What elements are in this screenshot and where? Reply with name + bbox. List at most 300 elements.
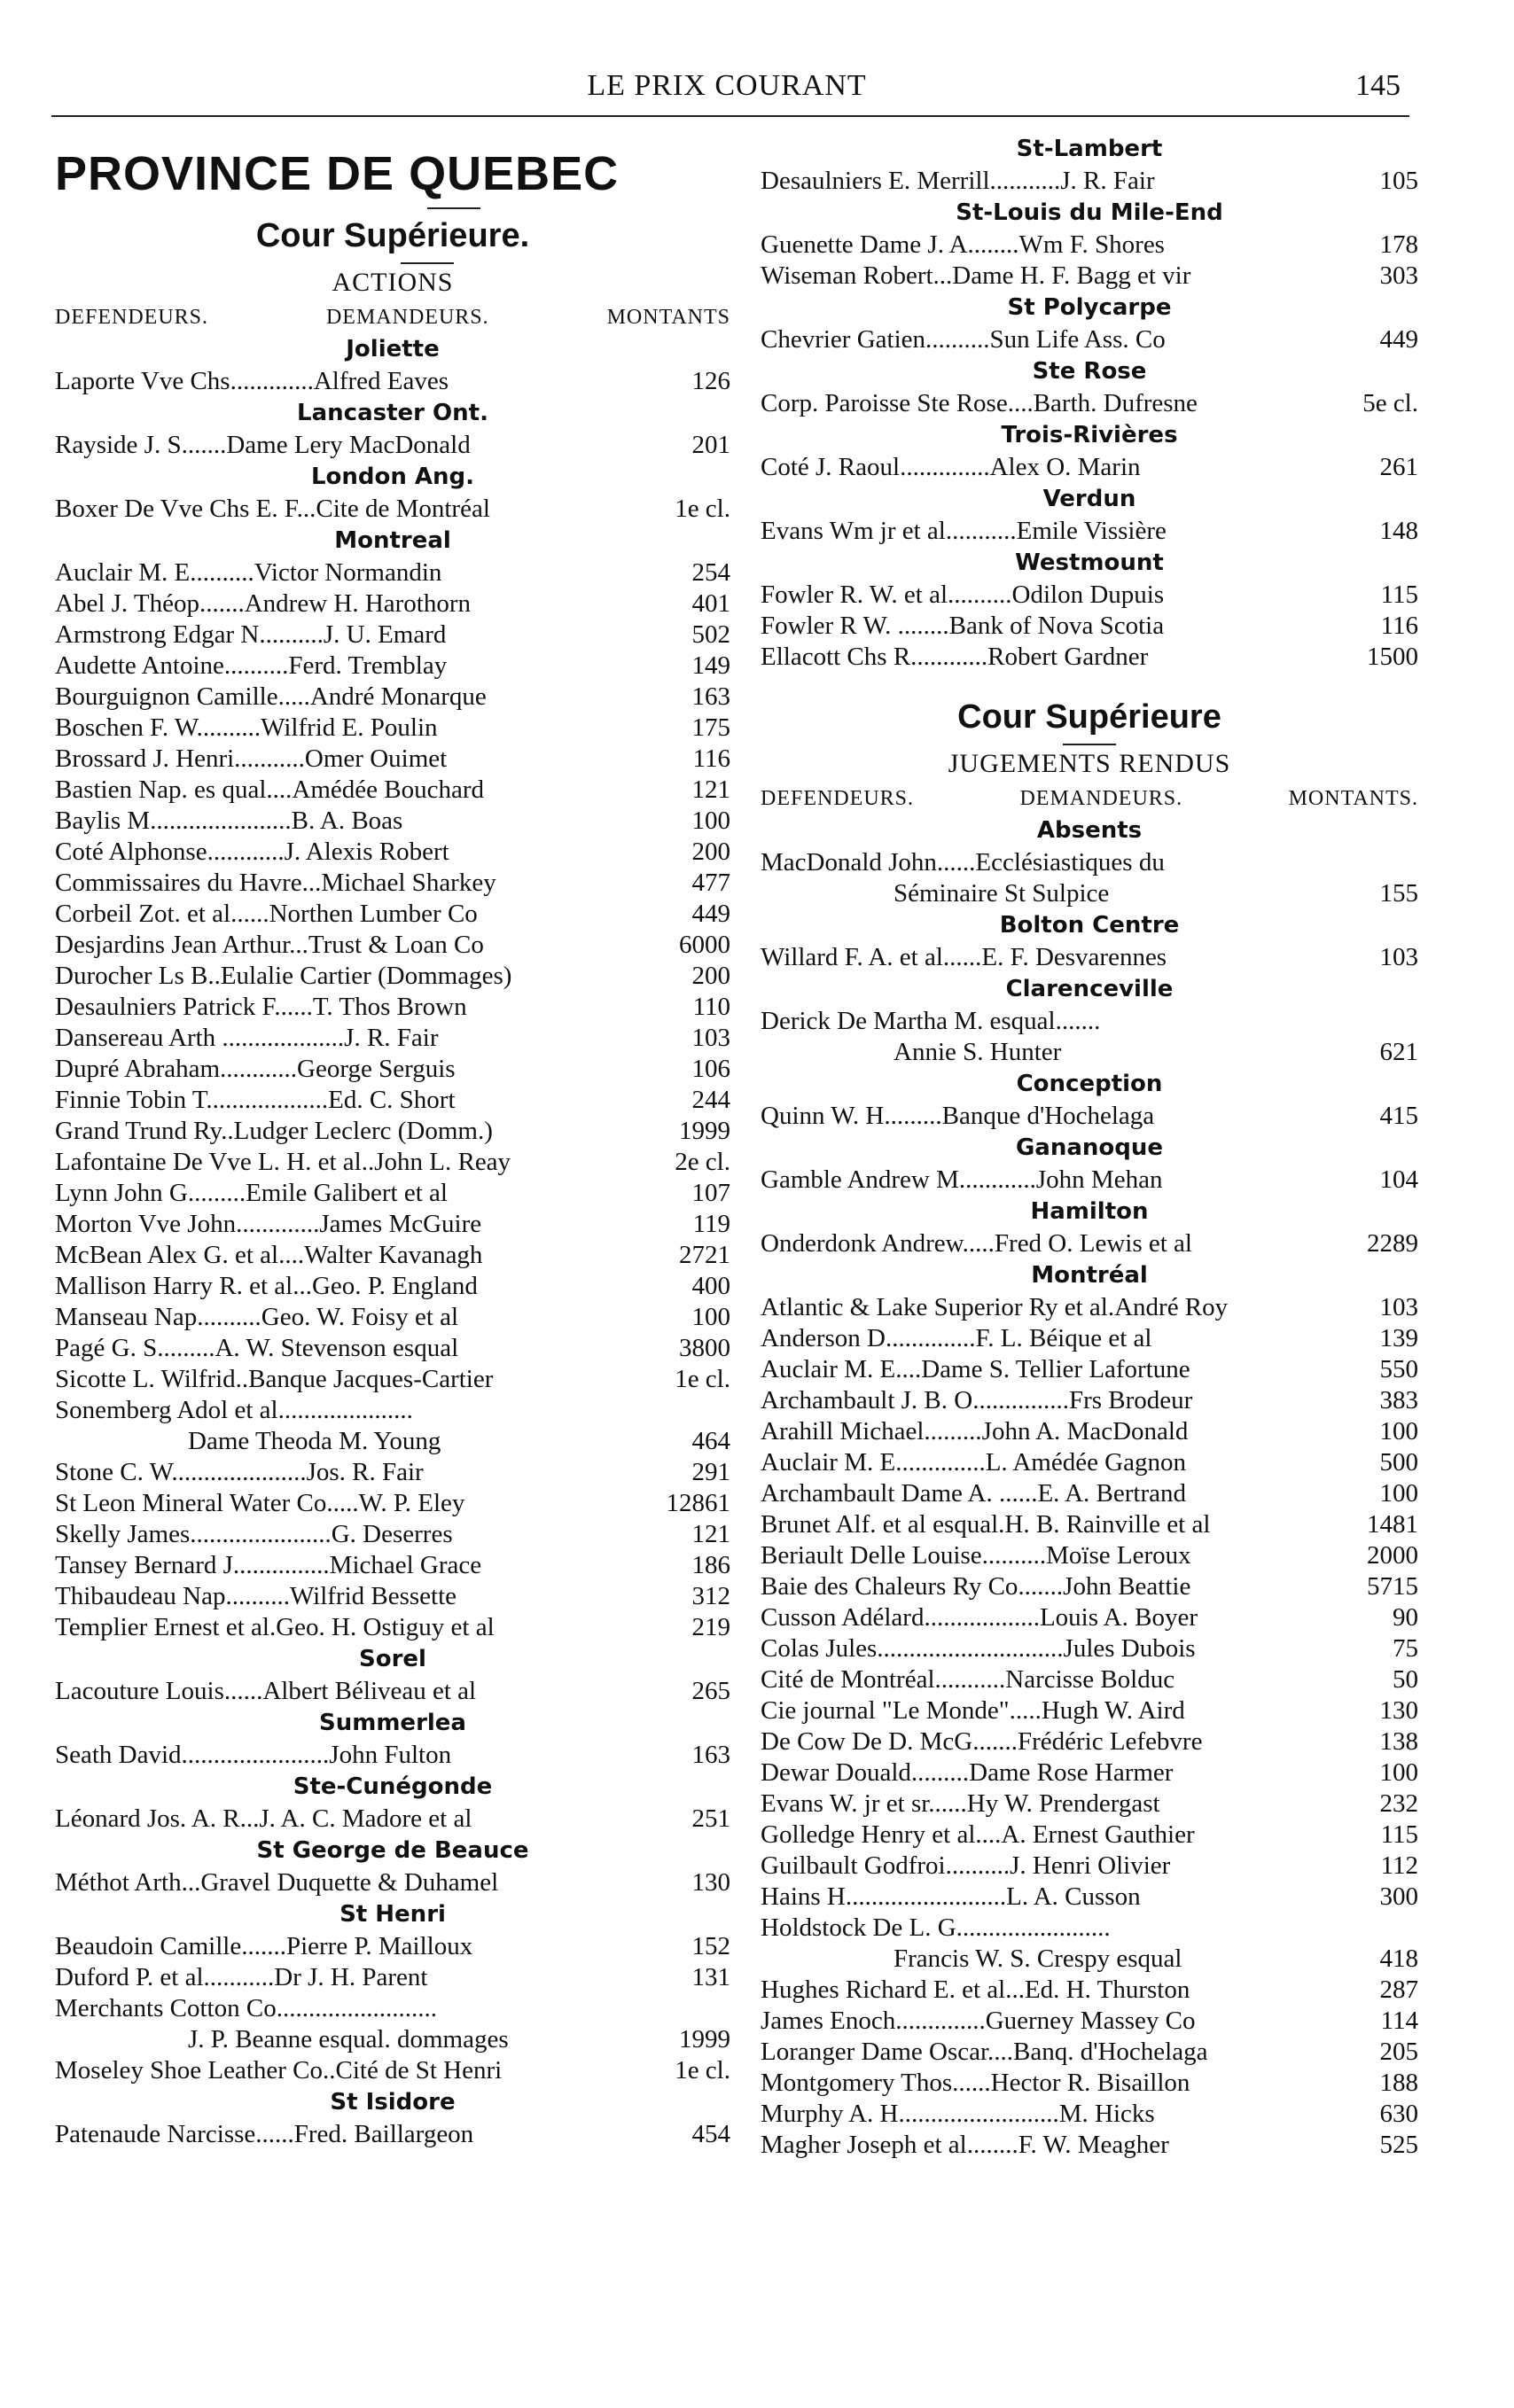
case-amount: 115 [1380,581,1418,609]
case-parties: Lynn John G.........Emile Galibert et al [55,1179,448,1207]
case-amount: 312 [691,1582,730,1610]
case-amount: 116 [692,744,730,773]
case-amount: 1e cl. [675,1365,730,1393]
actions-subheading: ACTIONS [332,268,454,297]
case-parties: Auclair M. E..........Victor Normandin [55,558,442,587]
col-header-demandeurs: DEMANDEURS. [325,306,489,329]
location-heading: St Henri [339,1901,446,1928]
location-heading: Ste Rose [1032,358,1147,385]
case-entry [55,1581,730,1612]
case-entry [55,2119,730,2150]
case-amount: 200 [691,962,730,990]
case-entry [761,1975,1418,2006]
case-entry [761,878,1418,909]
case-amount: 100 [1379,1479,1418,1508]
location-heading: Montréal [1031,1262,1148,1289]
case-entry [761,1788,1418,1820]
location-heading: Conception [1016,1071,1163,1097]
case-amount: 148 [1379,517,1418,545]
case-entry [55,1147,730,1178]
case-amount: 116 [1380,612,1418,640]
case-entry [761,1571,1418,1602]
case-entry [55,588,730,620]
case-parties: Séminaire St Sulpice [894,879,1110,908]
case-entry [55,1054,730,1085]
col-header-defendeurs: DEFENDEURS. [761,787,915,810]
case-parties: Annie S. Hunter [894,1038,1062,1066]
case-parties: Fowler R. W. et al..........Odilon Dupuis [761,581,1165,609]
case-entry [55,1271,730,1302]
case-parties: Brunet Alf. et al esqual.H. B. Rainville et al [761,1510,1211,1539]
case-parties: Coté J. Raoul..............Alex O. Marin [761,453,1141,481]
case-parties: Merchants Cotton Co......................... [55,1994,437,2022]
case-amount: 251 [691,1804,730,1833]
case-amount: 303 [1379,261,1418,290]
location-heading: Joliette [346,336,440,362]
case-parties: Beriault Delle Louise..........Moïse Leroux [761,1541,1191,1570]
location-heading: St Polycarpe [1007,294,1172,321]
case-entry [761,1385,1418,1416]
case-parties: Mallison Harry R. et al...Geo. P. England [55,1272,478,1300]
case-entry [55,1519,730,1550]
case-amount: 219 [691,1613,730,1641]
location-heading: Gananoque [1015,1134,1164,1161]
case-entry [55,1395,730,1426]
case-amount: 114 [1380,2007,1418,2035]
case-parties: Evans W. jr et sr......Hy W. Prendergast [761,1789,1160,1818]
case-parties: Armstrong Edgar N..........J. U. Emard [55,620,447,649]
case-amount: 1481 [1367,1510,1418,1539]
case-amount: 400 [691,1272,730,1300]
case-entry [55,806,730,837]
case-amount: 291 [691,1458,730,1486]
case-entry [761,1101,1418,1132]
location-heading: St-Lambert [1016,136,1163,162]
case-amount: 12861 [666,1489,730,1517]
case-entry [55,899,730,930]
case-entry [55,1867,730,1898]
case-parties: Guilbault Godfroi..........J. Henri Olivier [761,1851,1171,1880]
case-amount: 415 [1379,1102,1418,1130]
case-amount: 1999 [679,1117,730,1145]
case-amount: 300 [1379,1882,1418,1911]
col-header-demandeurs: DEMANDEURS. [1019,787,1183,810]
page-header [53,64,1401,108]
case-parties: Anderson D..............F. L. Béique et al [761,1324,1152,1352]
case-parties: Hains H.........................L. A. Cusson [761,1882,1141,1911]
case-amount: 100 [691,1303,730,1331]
case-amount: 152 [691,1932,730,1960]
right-top-sections [761,133,1418,673]
location-heading: Summerlea [319,1710,466,1736]
case-entry [761,1726,1418,1757]
case-parties: Stone C. W.....................Jos. R. Fair [55,1458,424,1486]
case-parties: Holdstock De L. G........................ [761,1913,1111,1942]
case-amount: 287 [1379,1975,1418,2004]
case-amount: 126 [691,367,730,395]
case-entry [55,1085,730,1116]
case-amount: 138 [1379,1727,1418,1756]
case-amount: 90 [1393,1603,1418,1632]
case-amount: 464 [691,1427,730,1455]
case-amount: 121 [691,1520,730,1548]
case-parties: Commissaires du Havre...Michael Sharkey [55,869,496,897]
case-parties: Desaulniers E. Merrill...........J. R. Fair [761,167,1155,195]
case-parties: Thibaudeau Nap..........Wilfrid Bessette [55,1582,457,1610]
case-parties: Audette Antoine..........Ferd. Tremblay [55,651,448,680]
case-parties: Rayside J. S.......Dame Lery MacDonald [55,431,471,459]
right-column [761,133,1418,2161]
case-amount: 130 [1379,1696,1418,1725]
case-entry [761,580,1418,611]
province-title: PROVINCE DE QUEBEC [55,147,620,200]
case-entry [55,620,730,651]
case-entry [761,1602,1418,1633]
case-entry [55,1488,730,1519]
case-entry [55,2024,730,2055]
case-parties: Boschen F. W..........Wilfrid E. Poulin [55,713,438,742]
case-parties: Wiseman Robert...Dame H. F. Bagg et vir [761,261,1191,290]
case-parties: Desjardins Jean Arthur...Trust & Loan Co [55,931,484,959]
case-amount: 550 [1379,1355,1418,1383]
case-amount: 500 [1379,1448,1418,1477]
case-entry [761,1354,1418,1385]
case-parties: Moseley Shoe Leather Co..Cité de St Henri [55,2056,503,2085]
case-entry [761,1820,1418,1851]
case-parties: Sicotte L. Wilfrid..Banque Jacques-Cartier [55,1365,494,1393]
case-entry [761,1882,1418,1913]
case-parties: Dame Theoda M. Young [188,1427,441,1455]
case-parties: Guenette Dame J. A........Wm F. Shores [761,230,1165,259]
case-parties: Abel J. Théop.......Andrew H. Harothorn [55,589,472,618]
case-entry [761,1416,1418,1447]
case-amount: 121 [691,775,730,804]
case-entry [761,1447,1418,1478]
case-entry [761,324,1418,355]
case-amount: 2721 [679,1241,730,1269]
case-entry [761,1165,1418,1196]
case-amount: 254 [691,558,730,587]
header-rule [51,115,1409,117]
case-entry [55,775,730,806]
case-entry [761,847,1418,878]
case-amount: 175 [691,713,730,742]
case-amount: 621 [1379,1038,1418,1066]
judgments-heading: Cour Supérieure [957,698,1221,736]
case-amount: 6000 [679,931,730,959]
location-heading: Montreal [334,527,451,554]
case-parties: Bourguignon Camille.....André Monarque [55,682,487,711]
case-entry [761,230,1418,261]
case-entry [55,1302,730,1333]
case-entry [55,713,730,744]
case-parties: Atlantic & Lake Superior Ry et al.André Roy [761,1293,1229,1321]
case-entry [761,452,1418,483]
court-heading: Cour Supérieure. [255,217,530,254]
case-parties: MacDonald John......Ecclésiastiques du [761,848,1165,877]
case-parties: Tansey Bernard J...............Michael Grace [55,1551,482,1579]
page-number: 145 [1355,69,1401,102]
case-parties: Coté Alphonse............J. Alexis Robert [55,838,449,866]
case-parties: James Enoch..............Guerney Massey Co [761,2007,1196,2035]
case-parties: Auclair M. E....Dame S. Tellier Lafortune [761,1355,1190,1383]
case-amount: 2000 [1367,1541,1418,1570]
case-parties: Evans Wm jr et al...........Emile Vissière [761,517,1167,545]
case-parties: Dewar Douald.........Dame Rose Harmer [761,1758,1174,1787]
case-entry [55,651,730,682]
case-entry [55,366,730,397]
case-entry [55,1178,730,1209]
case-parties: J. P. Beanne esqual. dommages [188,2025,509,2053]
case-entry [55,1426,730,1457]
case-entry [761,2006,1418,2037]
case-amount: 449 [691,900,730,928]
case-entry [55,1209,730,1240]
case-amount: 115 [1380,1820,1418,1849]
case-entry [55,1457,730,1488]
location-heading: London Ang. [310,464,475,490]
case-entry [55,2055,730,2086]
case-parties: Francis W. S. Crespy esqual [894,1944,1182,1973]
case-parties: Brossard J. Henri...........Omer Ouimet [55,744,448,773]
case-parties: Laporte Vve Chs.............Alfred Eaves [55,367,449,395]
case-amount: 110 [692,993,730,1021]
case-parties: Fowler R W. ........Bank of Nova Scotia [761,612,1165,640]
case-entry [761,1292,1418,1323]
case-parties: Onderdonk Andrew.....Fred O. Lewis et al [761,1229,1192,1258]
case-amount: 50 [1393,1665,1418,1694]
case-entry [761,1633,1418,1664]
case-parties: Boxer De Vve Chs E. F...Cite de Montréal [55,495,490,523]
case-parties: Quinn W. H.........Banque d'Hochelaga [761,1102,1155,1130]
case-amount: 200 [691,838,730,866]
location-heading: Bolton Centre [999,912,1180,939]
case-entry [55,1333,730,1364]
case-parties: Patenaude Narcisse......Fred. Baillargeon [55,2120,474,2148]
case-parties: Cusson Adélard..................Louis A. Boyer [761,1603,1198,1632]
case-parties: Corp. Paroisse Ste Rose....Barth. Dufresne [761,389,1198,417]
case-entry [761,1664,1418,1695]
case-amount: 5715 [1367,1572,1418,1601]
case-entry [761,1944,1418,1975]
case-amount: 75 [1393,1634,1418,1663]
location-heading: St Isidore [330,2089,456,2116]
case-parties: Loranger Dame Oscar....Banq. d'Hochelaga [761,2038,1208,2066]
case-amount: 502 [691,620,730,649]
case-parties: Cité de Montréal...........Narcisse Bolduc [761,1665,1175,1694]
column-headers [55,301,730,333]
location-heading: St George de Beauce [256,1837,529,1864]
case-amount: 163 [691,682,730,711]
col-header-defendeurs: DEFENDEURS. [55,306,209,329]
case-parties: Lafontaine De Vve L. H. et al..John L. Reay [55,1148,511,1176]
case-parties: St Leon Mineral Water Co.....W. P. Eley [55,1489,465,1517]
case-parties: Chevrier Gatien..........Sun Life Ass. Co [761,325,1166,354]
case-parties: Finnie Tobin T...................Ed. C. Short [55,1086,456,1114]
case-entry [761,516,1418,547]
case-entry [55,1023,730,1054]
case-amount: 418 [1379,1944,1418,1973]
location-heading: Clarenceville [1005,976,1174,1002]
case-parties: Archambault Dame A. ......E. A. Bertrand [761,1479,1186,1508]
case-entry [761,942,1418,973]
location-heading: Lancaster Ont. [297,400,488,426]
case-amount: 630 [1379,2100,1418,2128]
case-parties: Durocher Ls B..Eulalie Cartier (Dommages) [55,962,512,990]
case-entry [55,682,730,713]
case-parties: Beaudoin Camille.......Pierre P. Mailloux [55,1932,473,1960]
case-entry [761,2130,1418,2161]
case-entry [55,1550,730,1581]
case-parties: Léonard Jos. A. R...J. A. C. Madore et al [55,1804,472,1833]
right-column-headers [761,783,1418,814]
case-parties: Desaulniers Patrick F......T. Thos Brown [55,993,467,1021]
location-heading: Sorel [359,1646,426,1672]
right-bottom-sections [761,814,1418,2161]
case-entry [761,2068,1418,2099]
case-entry [55,1676,730,1707]
case-entry [761,642,1418,673]
case-entry [55,430,730,461]
case-parties: Hughes Richard E. et al...Ed. H. Thurston [761,1975,1190,2004]
case-entry [55,1240,730,1271]
case-parties: Corbeil Zot. et al......Northen Lumber Co [55,900,478,928]
case-amount: 149 [691,651,730,680]
case-entry [55,1364,730,1395]
case-amount: 131 [691,1963,730,1991]
case-amount: 100 [1379,1417,1418,1446]
case-amount: 244 [691,1086,730,1114]
case-amount: 106 [691,1055,730,1083]
case-entry [761,1695,1418,1726]
case-amount: 1500 [1367,643,1418,671]
case-entry [55,1993,730,2024]
case-amount: 3800 [679,1334,730,1362]
case-amount: 2e cl. [675,1148,730,1176]
case-amount: 112 [1380,1851,1418,1880]
case-parties: Lacouture Louis......Albert Béliveau et al [55,1677,477,1705]
case-amount: 401 [691,589,730,618]
location-heading: Westmount [1015,549,1164,576]
case-entry [761,1323,1418,1354]
case-parties: Manseau Nap..........Geo. W. Foisy et al [55,1303,459,1331]
case-amount: 155 [1379,879,1418,908]
case-parties: Ellacott Chs R............Robert Gardner [761,643,1149,671]
location-heading: Absents [1036,817,1143,844]
case-amount: 5e cl. [1362,389,1418,417]
case-amount: 100 [691,807,730,835]
case-parties: Gamble Andrew M............John Mehan [761,1165,1163,1194]
case-entry [55,1804,730,1835]
case-parties: Baylis M......................B. A. Boas [55,807,403,835]
case-parties: Bastien Nap. es qual....Amédée Bouchard [55,775,484,804]
case-entry [55,868,730,899]
case-entry [761,1540,1418,1571]
case-amount: 107 [691,1179,730,1207]
case-entry [55,1931,730,1962]
case-entry [761,388,1418,419]
case-entry [761,1851,1418,1882]
case-amount: 130 [691,1868,730,1897]
case-entry [761,1228,1418,1259]
case-parties: Dansereau Arth ...................J. R. Fair [55,1024,439,1052]
case-amount: 477 [691,869,730,897]
case-parties: Golledge Henry et al....A. Ernest Gauthier [761,1820,1195,1849]
case-amount: 205 [1379,2038,1418,2066]
location-heading: Ste-Cunégonde [293,1773,493,1800]
case-amount: 201 [691,431,730,459]
case-entry [761,1509,1418,1540]
case-amount: 163 [691,1741,730,1769]
case-parties: Colas Jules.............................Jules Dubois [761,1634,1196,1663]
case-parties: Morton Vve John.............James McGuire [55,1210,482,1238]
case-parties: Grand Trund Ry..Ludger Leclerc (Domm.) [55,1117,493,1145]
case-amount: 454 [691,2120,730,2148]
case-amount: 1e cl. [675,2056,730,2085]
case-amount: 105 [1379,167,1418,195]
case-amount: 1e cl. [675,495,730,523]
case-entry [761,166,1418,197]
case-amount: 1999 [679,2025,730,2053]
location-heading: Verdun [1042,486,1136,512]
location-heading: Trois-Rivières [1001,422,1178,448]
col-header-montants: MONTANTS [606,306,730,329]
case-entry [55,930,730,961]
case-entry [761,1037,1418,1068]
case-entry [55,494,730,525]
case-amount: 186 [691,1551,730,1579]
case-parties: Magher Joseph et al........F. W. Meagher [761,2131,1169,2159]
case-amount: 2289 [1367,1229,1418,1258]
judgments-subheading: JUGEMENTS RENDUS [948,749,1231,778]
case-parties: Duford P. et al...........Dr J. H. Parent [55,1963,428,1991]
left-column [55,133,730,2150]
case-parties: Templier Ernest et al.Geo. H. Ostiguy et al [55,1613,495,1641]
case-parties: Archambault J. B. O...............Frs Brodeur [761,1386,1193,1414]
case-entry [55,992,730,1023]
case-amount: 265 [691,1677,730,1705]
running-title: LE PRIX COURANT [587,69,867,102]
case-entry [761,2037,1418,2068]
case-amount: 261 [1379,453,1418,481]
case-amount: 139 [1379,1324,1418,1352]
case-parties: Cie journal "Le Monde".....Hugh W. Aird [761,1696,1185,1725]
case-parties: Montgomery Thos......Hector R. Bisaillon [761,2069,1190,2097]
case-parties: Dupré Abraham............George Serguis [55,1055,456,1083]
case-entry [761,1757,1418,1788]
case-entry [55,557,730,588]
case-parties: Méthot Arth...Gravel Duquette & Duhamel [55,1868,499,1897]
case-amount: 119 [692,1210,730,1238]
case-entry [55,961,730,992]
case-entry [55,744,730,775]
case-amount: 103 [1379,1293,1418,1321]
case-entry [761,261,1418,292]
case-amount: 103 [1379,943,1418,971]
case-entry [761,1913,1418,1944]
case-amount: 525 [1379,2131,1418,2159]
case-amount: 104 [1379,1165,1418,1194]
case-entry [761,1006,1418,1037]
case-amount: 449 [1379,325,1418,354]
case-entry [761,1478,1418,1509]
case-entry [55,1116,730,1147]
left-sections [55,333,730,2150]
case-amount: 232 [1379,1789,1418,1818]
case-parties: De Cow De D. McG.......Frédéric Lefebvre [761,1727,1203,1756]
location-heading: St-Louis du Mile-End [956,199,1223,226]
case-parties: Auclair M. E..............L. Amédée Gagnon [761,1448,1187,1477]
